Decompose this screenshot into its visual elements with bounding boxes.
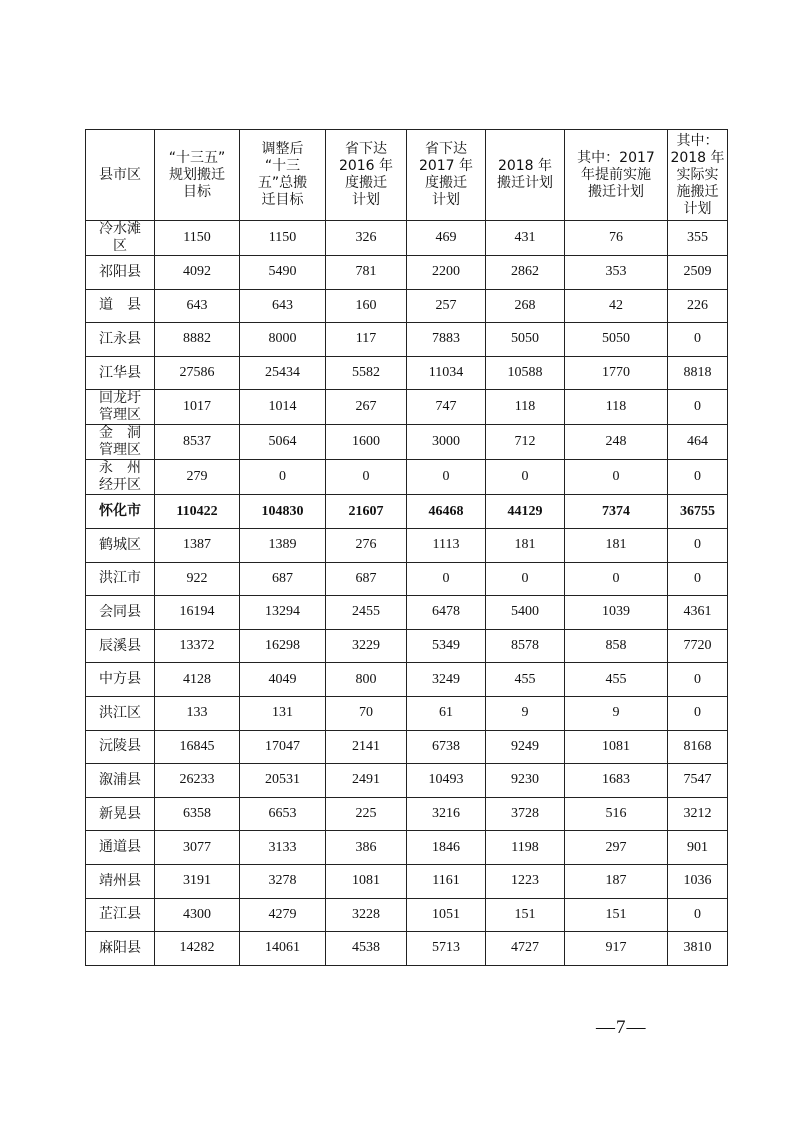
value-cell: 16845 bbox=[155, 730, 240, 764]
region-name-cell bbox=[86, 663, 155, 697]
value-cell: 9 bbox=[565, 696, 668, 730]
value-cell: 6478 bbox=[407, 596, 486, 630]
value-cell: 9 bbox=[486, 696, 565, 730]
region-name-line: 通道县 bbox=[99, 839, 141, 856]
region-name-cell bbox=[86, 629, 155, 663]
relocation-plan-table bbox=[85, 129, 728, 966]
column-header-line: 2017 年 bbox=[418, 158, 474, 174]
region-name-line: 道 县 bbox=[99, 297, 141, 314]
value-cell: 46468 bbox=[407, 495, 486, 529]
table-row bbox=[86, 425, 728, 460]
value-cell: 118 bbox=[565, 390, 668, 425]
value-cell: 917 bbox=[565, 932, 668, 966]
value-cell: 1081 bbox=[565, 730, 668, 764]
value-cell: 1770 bbox=[565, 356, 668, 390]
region-name-line: 洪江区 bbox=[99, 704, 141, 721]
region-name-cell bbox=[86, 898, 155, 932]
region-name-cell bbox=[86, 221, 155, 256]
value-cell: 781 bbox=[326, 256, 407, 290]
value-cell: 1161 bbox=[407, 864, 486, 898]
column-header bbox=[155, 130, 240, 221]
column-header-line: “十三 bbox=[264, 158, 301, 174]
value-cell: 0 bbox=[486, 562, 565, 596]
value-cell: 1223 bbox=[486, 864, 565, 898]
value-cell: 9230 bbox=[486, 764, 565, 798]
value-cell: 0 bbox=[407, 562, 486, 596]
value-cell: 6358 bbox=[155, 797, 240, 831]
column-header-line: 省下达 bbox=[425, 141, 467, 157]
value-cell: 14282 bbox=[155, 932, 240, 966]
value-cell: 2862 bbox=[486, 256, 565, 290]
table-row bbox=[86, 356, 728, 390]
value-cell: 1683 bbox=[565, 764, 668, 798]
column-header-line: “十三五” bbox=[168, 149, 226, 166]
region-name-cell bbox=[86, 256, 155, 290]
value-cell: 9249 bbox=[486, 730, 565, 764]
value-cell: 13294 bbox=[240, 596, 326, 630]
value-cell: 3133 bbox=[240, 831, 326, 865]
column-header-line: 搬迁计划 bbox=[588, 183, 644, 200]
region-name-cell bbox=[86, 764, 155, 798]
region-name-line: 怀化市 bbox=[99, 503, 141, 520]
value-cell: 4361 bbox=[668, 596, 728, 630]
value-cell: 4727 bbox=[486, 932, 565, 966]
region-name-line: 祁阳县 bbox=[99, 263, 141, 280]
value-cell: 1014 bbox=[240, 390, 326, 425]
value-cell: 2491 bbox=[326, 764, 407, 798]
column-header-line: 施搬迁 bbox=[676, 183, 719, 200]
table-row bbox=[86, 663, 728, 697]
value-cell: 747 bbox=[407, 390, 486, 425]
region-name-cell bbox=[86, 864, 155, 898]
region-name-line: 溆浦县 bbox=[99, 771, 141, 788]
region-name-cell bbox=[86, 596, 155, 630]
value-cell: 858 bbox=[565, 629, 668, 663]
region-name-line: 新晃县 bbox=[99, 805, 141, 822]
value-cell: 800 bbox=[326, 663, 407, 697]
table-body bbox=[86, 221, 728, 966]
column-header-line: 五”总搬 bbox=[257, 175, 308, 191]
table-row bbox=[86, 764, 728, 798]
table-header-row bbox=[86, 130, 728, 221]
table-row bbox=[86, 730, 728, 764]
region-name-line: 芷江县 bbox=[99, 906, 141, 923]
column-header-line: 2018 年 bbox=[497, 158, 553, 174]
value-cell: 0 bbox=[668, 696, 728, 730]
region-name-cell bbox=[86, 460, 155, 495]
table-row bbox=[86, 898, 728, 932]
region-name-cell bbox=[86, 356, 155, 390]
value-cell: 901 bbox=[668, 831, 728, 865]
value-cell: 1081 bbox=[326, 864, 407, 898]
value-cell: 76 bbox=[565, 221, 668, 256]
value-cell: 3077 bbox=[155, 831, 240, 865]
value-cell: 3249 bbox=[407, 663, 486, 697]
column-header-line: 调整后 bbox=[261, 141, 304, 157]
value-cell: 3228 bbox=[326, 898, 407, 932]
region-name-cell bbox=[86, 323, 155, 357]
region-name-line: 江永县 bbox=[99, 330, 141, 347]
value-cell: 1846 bbox=[407, 831, 486, 865]
value-cell: 104830 bbox=[240, 495, 326, 529]
value-cell: 353 bbox=[565, 256, 668, 290]
column-header-line: 2018 年 bbox=[670, 149, 725, 166]
column-header-line: 县市区 bbox=[99, 166, 141, 183]
value-cell: 2455 bbox=[326, 596, 407, 630]
region-name-line: 回龙圩 bbox=[99, 390, 141, 407]
value-cell: 431 bbox=[486, 221, 565, 256]
region-name-cell bbox=[86, 390, 155, 425]
value-cell: 16298 bbox=[240, 629, 326, 663]
column-header bbox=[326, 130, 407, 221]
value-cell: 70 bbox=[326, 696, 407, 730]
value-cell: 0 bbox=[326, 460, 407, 495]
table-row bbox=[86, 390, 728, 425]
value-cell: 6653 bbox=[240, 797, 326, 831]
value-cell: 643 bbox=[240, 289, 326, 323]
value-cell: 110422 bbox=[155, 495, 240, 529]
value-cell: 117 bbox=[326, 323, 407, 357]
value-cell: 8578 bbox=[486, 629, 565, 663]
value-cell: 0 bbox=[407, 460, 486, 495]
value-cell: 1389 bbox=[240, 528, 326, 562]
value-cell: 455 bbox=[565, 663, 668, 697]
column-header-line: 其中： bbox=[676, 132, 719, 149]
value-cell: 10493 bbox=[407, 764, 486, 798]
value-cell: 0 bbox=[240, 460, 326, 495]
table-row bbox=[86, 528, 728, 562]
column-header-line: 实际实 bbox=[676, 166, 719, 183]
column-header bbox=[407, 130, 486, 221]
value-cell: 17047 bbox=[240, 730, 326, 764]
value-cell: 0 bbox=[668, 460, 728, 495]
value-cell: 1198 bbox=[486, 831, 565, 865]
table-row bbox=[86, 495, 728, 529]
value-cell: 922 bbox=[155, 562, 240, 596]
value-cell: 516 bbox=[565, 797, 668, 831]
region-name-cell bbox=[86, 797, 155, 831]
value-cell: 20531 bbox=[240, 764, 326, 798]
region-name-line: 会同县 bbox=[99, 603, 141, 620]
column-header bbox=[668, 130, 728, 221]
value-cell: 248 bbox=[565, 425, 668, 460]
column-header bbox=[240, 130, 326, 221]
table-row bbox=[86, 596, 728, 630]
table-row bbox=[86, 797, 728, 831]
region-name-cell bbox=[86, 289, 155, 323]
value-cell: 279 bbox=[155, 460, 240, 495]
value-cell: 3000 bbox=[407, 425, 486, 460]
value-cell: 5713 bbox=[407, 932, 486, 966]
region-name-line: 管理区 bbox=[99, 442, 141, 459]
value-cell: 1113 bbox=[407, 528, 486, 562]
value-cell: 2200 bbox=[407, 256, 486, 290]
value-cell: 297 bbox=[565, 831, 668, 865]
value-cell: 5490 bbox=[240, 256, 326, 290]
value-cell: 712 bbox=[486, 425, 565, 460]
value-cell: 0 bbox=[668, 562, 728, 596]
region-name-cell bbox=[86, 831, 155, 865]
value-cell: 11034 bbox=[407, 356, 486, 390]
value-cell: 643 bbox=[155, 289, 240, 323]
value-cell: 0 bbox=[565, 460, 668, 495]
value-cell: 276 bbox=[326, 528, 407, 562]
column-header-line: 目标 bbox=[183, 183, 211, 200]
value-cell: 36755 bbox=[668, 495, 728, 529]
value-cell: 469 bbox=[407, 221, 486, 256]
value-cell: 1150 bbox=[155, 221, 240, 256]
column-header-line: 度搬迁 bbox=[425, 175, 467, 191]
value-cell: 8818 bbox=[668, 356, 728, 390]
region-name-line: 冷水滩 bbox=[99, 221, 141, 237]
value-cell: 326 bbox=[326, 221, 407, 256]
column-header bbox=[86, 130, 155, 221]
value-cell: 386 bbox=[326, 831, 407, 865]
value-cell: 5349 bbox=[407, 629, 486, 663]
table-row bbox=[86, 831, 728, 865]
value-cell: 2141 bbox=[326, 730, 407, 764]
value-cell: 455 bbox=[486, 663, 565, 697]
column-header-line: 迁目标 bbox=[261, 192, 304, 208]
value-cell: 1017 bbox=[155, 390, 240, 425]
value-cell: 13372 bbox=[155, 629, 240, 663]
table-row bbox=[86, 629, 728, 663]
value-cell: 4279 bbox=[240, 898, 326, 932]
value-cell: 133 bbox=[155, 696, 240, 730]
value-cell: 0 bbox=[565, 562, 668, 596]
region-name-cell bbox=[86, 932, 155, 966]
relocation-plan-table-container bbox=[85, 129, 727, 966]
value-cell: 3212 bbox=[668, 797, 728, 831]
value-cell: 4300 bbox=[155, 898, 240, 932]
value-cell: 7547 bbox=[668, 764, 728, 798]
region-name-line: 中方县 bbox=[99, 671, 141, 688]
column-header-line: 其中：2017 bbox=[577, 149, 655, 166]
value-cell: 8168 bbox=[668, 730, 728, 764]
column-header-line: 度搬迁 bbox=[345, 175, 387, 191]
region-name-line: 永 州 bbox=[99, 460, 141, 477]
value-cell: 14061 bbox=[240, 932, 326, 966]
value-cell: 7374 bbox=[565, 495, 668, 529]
value-cell: 355 bbox=[668, 221, 728, 256]
value-cell: 226 bbox=[668, 289, 728, 323]
value-cell: 267 bbox=[326, 390, 407, 425]
value-cell: 8000 bbox=[240, 323, 326, 357]
value-cell: 61 bbox=[407, 696, 486, 730]
region-name-cell bbox=[86, 425, 155, 460]
value-cell: 5582 bbox=[326, 356, 407, 390]
value-cell: 4128 bbox=[155, 663, 240, 697]
value-cell: 42 bbox=[565, 289, 668, 323]
column-header bbox=[565, 130, 668, 221]
value-cell: 3810 bbox=[668, 932, 728, 966]
value-cell: 1387 bbox=[155, 528, 240, 562]
value-cell: 0 bbox=[668, 663, 728, 697]
column-header-line: 省下达 bbox=[345, 141, 387, 157]
value-cell: 687 bbox=[326, 562, 407, 596]
column-header-line: 2016 年 bbox=[338, 158, 394, 174]
value-cell: 21607 bbox=[326, 495, 407, 529]
value-cell: 225 bbox=[326, 797, 407, 831]
region-name-cell bbox=[86, 562, 155, 596]
value-cell: 44129 bbox=[486, 495, 565, 529]
value-cell: 687 bbox=[240, 562, 326, 596]
value-cell: 131 bbox=[240, 696, 326, 730]
value-cell: 4092 bbox=[155, 256, 240, 290]
region-name-line: 江华县 bbox=[99, 364, 141, 381]
table-row bbox=[86, 932, 728, 966]
value-cell: 0 bbox=[668, 898, 728, 932]
column-header-line: 搬迁计划 bbox=[497, 175, 553, 191]
table-row bbox=[86, 696, 728, 730]
value-cell: 0 bbox=[486, 460, 565, 495]
value-cell: 27586 bbox=[155, 356, 240, 390]
region-name-line: 麻阳县 bbox=[99, 939, 141, 956]
region-name-line: 靖州县 bbox=[99, 872, 141, 889]
region-name-line: 经开区 bbox=[99, 477, 141, 494]
region-name-cell bbox=[86, 696, 155, 730]
value-cell: 4049 bbox=[240, 663, 326, 697]
region-name-line: 区 bbox=[113, 238, 127, 254]
value-cell: 4538 bbox=[326, 932, 407, 966]
value-cell: 151 bbox=[486, 898, 565, 932]
column-header-line: 计划 bbox=[683, 200, 712, 217]
value-cell: 0 bbox=[668, 528, 728, 562]
value-cell: 3278 bbox=[240, 864, 326, 898]
region-name-cell bbox=[86, 528, 155, 562]
value-cell: 151 bbox=[565, 898, 668, 932]
value-cell: 7720 bbox=[668, 629, 728, 663]
table-row bbox=[86, 460, 728, 495]
value-cell: 1051 bbox=[407, 898, 486, 932]
value-cell: 268 bbox=[486, 289, 565, 323]
page-number: —7— bbox=[596, 1017, 647, 1038]
region-name-cell bbox=[86, 730, 155, 764]
column-header-line: 计划 bbox=[432, 192, 460, 208]
column-header bbox=[486, 130, 565, 221]
value-cell: 257 bbox=[407, 289, 486, 323]
value-cell: 8882 bbox=[155, 323, 240, 357]
value-cell: 16194 bbox=[155, 596, 240, 630]
value-cell: 0 bbox=[668, 390, 728, 425]
value-cell: 1150 bbox=[240, 221, 326, 256]
table-row bbox=[86, 323, 728, 357]
value-cell: 5064 bbox=[240, 425, 326, 460]
value-cell: 2509 bbox=[668, 256, 728, 290]
value-cell: 3728 bbox=[486, 797, 565, 831]
region-name-line: 金 洞 bbox=[99, 425, 141, 442]
column-header-line: 计划 bbox=[352, 192, 380, 208]
value-cell: 1039 bbox=[565, 596, 668, 630]
table-row bbox=[86, 864, 728, 898]
value-cell: 160 bbox=[326, 289, 407, 323]
value-cell: 10588 bbox=[486, 356, 565, 390]
region-name-cell bbox=[86, 495, 155, 529]
value-cell: 5400 bbox=[486, 596, 565, 630]
value-cell: 8537 bbox=[155, 425, 240, 460]
region-name-line: 鹤城区 bbox=[99, 536, 141, 553]
value-cell: 5050 bbox=[486, 323, 565, 357]
value-cell: 1600 bbox=[326, 425, 407, 460]
value-cell: 181 bbox=[486, 528, 565, 562]
value-cell: 26233 bbox=[155, 764, 240, 798]
value-cell: 7883 bbox=[407, 323, 486, 357]
value-cell: 5050 bbox=[565, 323, 668, 357]
value-cell: 6738 bbox=[407, 730, 486, 764]
value-cell: 464 bbox=[668, 425, 728, 460]
value-cell: 3216 bbox=[407, 797, 486, 831]
table-row bbox=[86, 256, 728, 290]
value-cell: 3229 bbox=[326, 629, 407, 663]
column-header-line: 年提前实施 bbox=[581, 166, 651, 183]
region-name-line: 沅陵县 bbox=[99, 738, 141, 755]
value-cell: 187 bbox=[565, 864, 668, 898]
region-name-line: 辰溪县 bbox=[99, 637, 141, 654]
value-cell: 0 bbox=[668, 323, 728, 357]
column-header-line: 规划搬迁 bbox=[169, 166, 225, 183]
value-cell: 1036 bbox=[668, 864, 728, 898]
value-cell: 3191 bbox=[155, 864, 240, 898]
table-row bbox=[86, 221, 728, 256]
region-name-line: 洪江市 bbox=[99, 570, 141, 587]
table-row bbox=[86, 289, 728, 323]
value-cell: 25434 bbox=[240, 356, 326, 390]
value-cell: 181 bbox=[565, 528, 668, 562]
table-row bbox=[86, 562, 728, 596]
region-name-line: 管理区 bbox=[99, 407, 141, 424]
value-cell: 118 bbox=[486, 390, 565, 425]
